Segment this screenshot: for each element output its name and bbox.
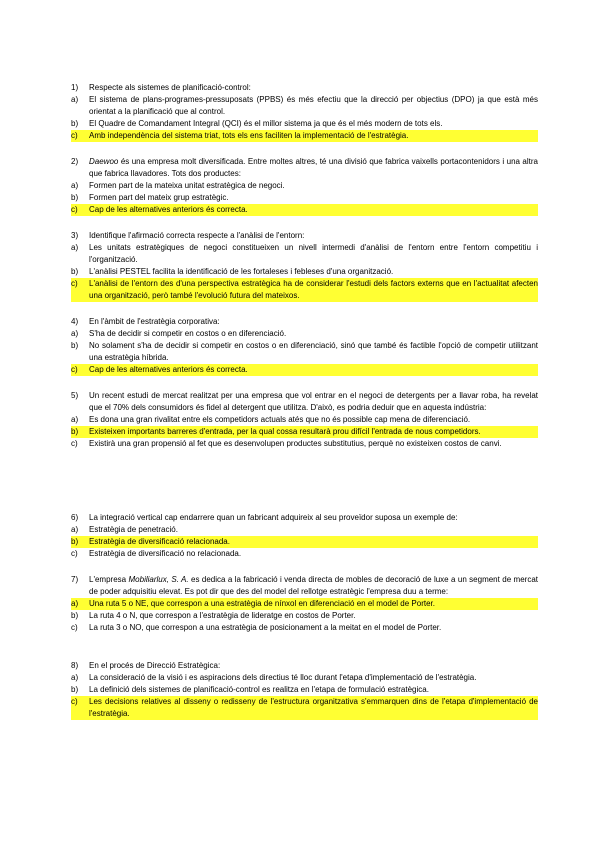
option-text: L'anàlisi PESTEL facilita la identificació de les fortaleses i febleses d'una organització.: [89, 267, 394, 276]
option-letter: b): [71, 193, 79, 202]
option-letter: c): [71, 439, 78, 448]
question-stem: Identifique l'afirmació correcta respecte a l'anàlisi de l'entorn:: [89, 231, 305, 240]
option-b-highlighted: [71, 426, 538, 438]
option-text: Formen part de la mateixa unitat estratègica de negoci.: [89, 181, 285, 190]
option-text: El sistema de plans-programes-pressuposats (PPBS) és més efectiu que la direcció per objectius (DPO) ja que està més orientat a la planificació que al control.: [89, 95, 538, 116]
option-letter: c): [71, 623, 78, 632]
option-text: Estratègia de penetració.: [89, 525, 178, 534]
question-number: 5): [71, 391, 79, 400]
question-number: 3): [71, 231, 79, 240]
option-text: Cap de les alternatives anteriors és correcta.: [89, 365, 248, 374]
option-text: El Quadre de Comandament Integral (QCI) és el millor sistema ja que és el més modern de tots els.: [89, 119, 443, 128]
question-4: [71, 316, 538, 376]
option-letter: c): [71, 697, 78, 706]
option-b: [71, 192, 538, 204]
option-text: Es dona una gran rivalitat entre els competidors actuals atés que no és possible cap mena de diferenciació.: [89, 415, 471, 424]
question-number: 1): [71, 83, 79, 92]
option-a: [71, 242, 538, 266]
option-b: [71, 610, 538, 622]
question-number: 2): [71, 157, 79, 166]
company-name: Mobiliarlux, S. A.: [128, 575, 189, 584]
option-text: Amb independència del sistema triat, tots els ens faciliten la implementació de l'estratègia.: [89, 131, 409, 140]
option-text: La ruta 3 o NO, que correspon a una estratègia de posicionament a la meitat en el model de Porter.: [89, 623, 442, 632]
option-c: [71, 622, 538, 634]
stem-prefix: L'empresa: [89, 575, 129, 584]
question-6: [71, 512, 538, 560]
option-text: Una ruta 5 o NE, que correspon a una estratègia de nínxol en diferenciació en el model de Porter.: [89, 599, 435, 608]
option-letter: b): [71, 267, 79, 276]
question-stem: [89, 156, 538, 180]
option-text: S'ha de decidir si competir en costos o en diferenciació.: [89, 329, 287, 338]
option-letter: a): [71, 415, 79, 424]
option-c-highlighted: [71, 364, 538, 376]
option-b: [71, 684, 538, 696]
option-letter: c): [71, 549, 78, 558]
question-stem: Un recent estudi de mercat realitzat per una empresa que vol entrar en el negoci de detergents per a llavar roba, ha revelat que el 70% dels consumidors és fidel al detergent que utilitza. D'això, es podria deduir que en aquesta indústria:: [89, 391, 538, 412]
stem-text: es dedica a la fabricació i venda directa de mobles de decoració de luxe a un segment de mercat de poder adquisitiu elevat. Es pot dir que des del model del rellotge estratègic l'empresa duu a terme:: [89, 575, 539, 596]
option-text: Les decisions relatives al disseny o redisseny de l'estructura organitzativa s'emmarquen dins de l'etapa d'implementació de l'estratègia.: [89, 697, 538, 718]
question-stem: [89, 574, 538, 598]
option-b-highlighted: [71, 536, 538, 548]
option-text: L'anàlisi de l'entorn des d'una perspectiva estratègica ha de considerar l'estudi dels factors externs que en l'actualitat afecten una organització, però també l'evolució futura del mateixos.: [89, 279, 538, 300]
option-letter: a): [71, 181, 79, 190]
option-c: [71, 548, 538, 560]
option-letter: c): [71, 279, 78, 288]
option-letter: a): [71, 95, 79, 104]
option-letter: c): [71, 131, 78, 140]
option-letter: b): [71, 427, 79, 436]
option-text: Formen part del mateix grup estratègic.: [89, 193, 229, 202]
question-number: 6): [71, 513, 79, 522]
question-number: 7): [71, 575, 79, 584]
question-stem: En el procés de Direcció Estratègica:: [89, 661, 221, 670]
option-text: Les unitats estratègiques de negoci constitueixen un nivell intermedi d'anàlisi de l'entorn entre l'entorn competitiu i l'organització.: [89, 243, 538, 264]
option-letter: a): [71, 329, 79, 338]
stem-text: és una empresa molt diversificada. Entre moltes altres, té una divisió que fabrica vaixells portacontenidors i una altra que fabrica llavadores. Tots dos productes:: [89, 157, 538, 178]
option-text: Estratègia de diversificació no relacionada.: [89, 549, 242, 558]
option-a: [71, 524, 538, 536]
option-b: [71, 118, 538, 130]
option-a: [71, 672, 538, 684]
option-c: [71, 438, 538, 450]
question-stem: Respecte als sistemes de planificació-control:: [89, 83, 251, 92]
option-text: Existeixen importants barreres d'entrada, per la qual cossa resultarà prou difícil l'entrada de nous competidors.: [89, 427, 481, 436]
option-letter: b): [71, 341, 79, 350]
option-a-highlighted: [71, 598, 538, 610]
option-letter: a): [71, 525, 79, 534]
question-number: 8): [71, 661, 79, 670]
question-1: [71, 82, 538, 142]
option-c-highlighted: [71, 130, 538, 142]
option-b: [71, 340, 538, 364]
company-name: Daewoo: [89, 157, 119, 166]
option-letter: b): [71, 611, 79, 620]
option-letter: a): [71, 673, 79, 682]
option-b: [71, 266, 538, 278]
option-letter: c): [71, 365, 78, 374]
option-text: Estratègia de diversificació relacionada.: [89, 537, 230, 546]
option-text: La definició dels sistemes de planificació-control es realitza en l'etapa de formulació estratègica.: [89, 685, 429, 694]
option-text: No solament s'ha de decidir si competir en costos o en diferenciació, sinó que també és factible l'opció de competir utilitzant una estratègia híbrida.: [89, 341, 538, 362]
question-5: [71, 390, 538, 450]
question-stem: La integració vertical cap endarrere quan un fabricant adquireix al seu proveïdor suposa un exemple de:: [89, 513, 458, 522]
option-letter: b): [71, 119, 79, 128]
option-c-highlighted: [71, 204, 538, 216]
option-a: [71, 328, 538, 340]
question-2: [71, 156, 538, 216]
option-letter: b): [71, 685, 79, 694]
option-text: Existirà una gran propensió al fet que es desenvolupen productes substitutius, perquè no existeixen costos de canvi.: [89, 439, 502, 448]
option-letter: b): [71, 537, 79, 546]
option-letter: a): [71, 599, 79, 608]
option-a: [71, 414, 538, 426]
option-text: La consideració de la visió i es aspiracions dels directius té lloc durant l'etapa d'implementació de l'estratègia.: [89, 673, 477, 682]
option-text: Cap de les alternatives anteriors és correcta.: [89, 205, 248, 214]
option-text: La ruta 4 o N, que correspon a l'estratègia de lideratge en costos de Porter.: [89, 611, 356, 620]
option-a: [71, 94, 538, 118]
option-letter: c): [71, 205, 78, 214]
question-number: 4): [71, 317, 79, 326]
option-letter: a): [71, 243, 79, 252]
question-8: [71, 660, 538, 720]
option-a: [71, 180, 538, 192]
question-7: [71, 574, 538, 634]
option-c-highlighted: [71, 696, 538, 720]
question-stem: En l'àmbit de l'estratègia corporativa:: [89, 317, 220, 326]
option-c-highlighted: [71, 278, 538, 302]
question-3: [71, 230, 538, 302]
